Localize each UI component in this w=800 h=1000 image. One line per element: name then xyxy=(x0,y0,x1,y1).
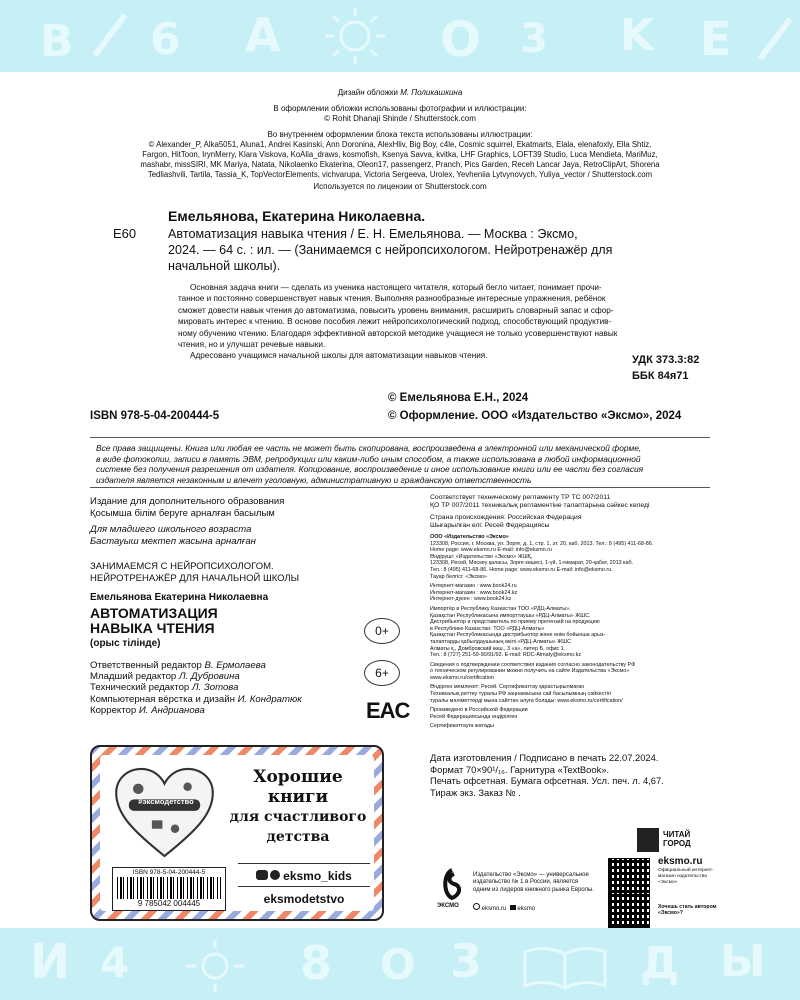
divider xyxy=(90,487,710,488)
illustrators-list: © Alexander_P, Alka5051, Aluna1, Andrei Kasinski, Ann Doronina, AlexHliv, Big Boy, c4le, Cosmic squirrel, Ekatmarts, Elala, elenafoxly, Ella Shtiz, Fargon, HitToon, IrynMerry, Klara Viskova, KoAlia_draws, kosmofish, Ksenya Savva, kvitka, LHF Graphics, LOFT39 Studio, Luca Mendieta, MariMuz, mashabr, missSIRI, MK Mariya, Natata, Nikolaenko Ekaterina, Oleon17, passengerz, Pranch, Pics Garden, Receh Lancar Jaya, RetroClipArt, Shorena Tedliashvili, Tartila, Tassia_K, TopVectorElements, vichvarupa, Victoria Sergeeva, Urolex, Yevheniia Lytvynovych, Yuliya_vector / Shutterstock.com xyxy=(140,140,660,179)
eksmo-description: Издательство «Эксмо» — универсальное издательство № 1 в России, является одним из лидеров книжного рынка Европы. xyxy=(473,872,594,893)
bbk: ББК 84я71 xyxy=(632,370,689,382)
classification-code: Е60 xyxy=(113,226,137,241)
decor-letter: 8 xyxy=(300,936,333,990)
chitai-gorod-label: ЧИТАЙ ГОРОД xyxy=(663,830,691,848)
promo-divider xyxy=(238,886,370,887)
eksmo-logo-text: ЭКСМО xyxy=(437,903,459,909)
pencil-icon xyxy=(90,10,130,60)
staff-row: Компьютерная вёрстка и дизайн И. Кондратюк xyxy=(90,693,302,705)
editorial-staff xyxy=(90,660,370,716)
copyright-design: © Оформление. ООО «Издательство «Эксмо», 2024 xyxy=(388,410,682,422)
eksmo-site-link[interactable]: eksmo.ru xyxy=(481,906,507,912)
decor-letter: E xyxy=(700,12,732,66)
copyright-author: © Емельянова Е.Н., 2024 xyxy=(388,392,529,404)
print-info: Дата изготовления / Подписано в печать 22.07.2024. Формат 70×90¹/₁₆. Гарнитура «TextBook». Печать офсетная. Бумага офсетная. Усл. печ. л. 4,67. Тираж экз. Заказ № . xyxy=(430,752,664,798)
age-rating-6-badge: 6+ xyxy=(364,660,400,686)
promo-title: Хорошие книги для счастливого детства xyxy=(229,767,367,845)
edition-info: Издание для дополнительного образования Қосымша білім беруге арналған басылым Для младшего школьного возраста Бастауыш мектеп жасына арналған ЗАНИМАЕМСЯ С НЕЙРОПСИХОЛОГОМ. НЕЙРОТРЕНАЖЁР ДЛЯ НАЧАЛЬНОЙ ШКОЛЫ xyxy=(90,496,300,584)
regulation-info: Соответствует техническому регламенту ТР ТС 007/2011 ҚО ТР 007/2011 техникалық регламентіне талаптарына сәйкес келеді Страна происхождения: Российская Федерация Шығарылған елі: Ресей Федерациясы xyxy=(430,494,650,530)
age-rating-0-badge: 0+ xyxy=(364,618,400,644)
vk-icon xyxy=(256,870,268,880)
telegram-icon xyxy=(270,870,280,880)
qr-code-author[interactable] xyxy=(608,892,650,928)
decor-letter: И xyxy=(30,934,71,990)
bibliographic-description: Автоматизация навыка чтения / Е. Н. Емельянова. — Москва : Эксмо, 2024. — 64 с. : ил. — (Занимаемся с нейропсихологом. Нейротренажёр для начальной школы). xyxy=(168,227,613,273)
barcode-digits: 9 785042 004445 xyxy=(137,899,201,908)
sun-icon xyxy=(320,6,390,66)
abstract: Основная задача книги — сделать из ученика настоящего читателя, который бегло читает, понимает прочи- танное и постоянно совершенствует навык чтения. Выполняя разнообразные интересные упражнения, ребёнок сможет довести навык чтения до автоматизма, повысить уровень внимания, расширить словарный запас и сфор- мировать интерес к чтению. В основе пособия лежит нейропсихологический подход, способствующий продуктив- ному обучению чтению. Благодаря эффективной авторской методике учащиеся не только усовершенствуют навык чтения, но и улучшат речевые навыки. Адресовано учащимся начальной школы для автоматизации навыков чтения. xyxy=(178,283,618,361)
udk: УДК 373.3:82 xyxy=(632,354,700,366)
top-decorative-band xyxy=(0,0,800,72)
bottom-decorative-band xyxy=(0,928,800,1000)
decor-letter: B xyxy=(40,16,74,67)
promo-inner xyxy=(100,755,374,911)
divider xyxy=(90,437,710,438)
eksmo-ru-caption: Официальный интернет-магазин издательства «Эксмо» xyxy=(658,868,714,885)
cover-photos-label: В оформлении обложки использованы фотографии и иллюстрации: xyxy=(273,104,527,113)
pencil-icon xyxy=(755,14,795,64)
staff-row: Младший редактор Л. Дубровина xyxy=(90,671,240,683)
decor-letter: Д xyxy=(640,938,680,989)
staff-row: Технический редактор Л. Зотова xyxy=(90,682,239,694)
vk-icon xyxy=(510,905,516,910)
decor-letter: K xyxy=(620,10,655,61)
barcode-isbn: ISBN 978-5-04-200444-5 xyxy=(132,869,206,876)
cover-design-credit: Дизайн обложки М. Поликашкина xyxy=(337,88,463,97)
decor-letter: O xyxy=(440,12,481,68)
decor-letter: 4 xyxy=(100,938,130,987)
open-book-icon xyxy=(520,942,610,992)
heart-label: #эксмодетство xyxy=(138,797,194,806)
site-handle: eksmodetstvo xyxy=(263,892,345,906)
decor-letter: 3 xyxy=(450,934,483,988)
language-note: (орыс тілінде) xyxy=(90,638,161,649)
promo-card xyxy=(90,745,384,921)
license-note: Используется по лицензии от Shutterstock.com xyxy=(313,182,487,191)
cover-photos-credit: © Rohit Dhanaji Shinde / Shutterstock.com xyxy=(324,114,476,123)
decor-letter: O xyxy=(380,940,416,989)
social-handle: eksmo_kids xyxy=(238,869,370,883)
barcode-bars xyxy=(117,877,221,899)
rights-notice: Все права защищены. Книга или любая ее часть не может быть скопирована, воспроизведена в электронной или механической форме, в виде фотокопии, записи в память ЭВМ, репродукции или каким-либо иным способом, а также использована в любой информационной системе без получения разрешения от издателя. Копирование, воспроизведение и иное использование книги или ее части без согласия издателя является незаконным и влечет уголовную, административную и гражданскую ответственность xyxy=(96,443,644,485)
decor-letter: A xyxy=(245,8,281,62)
decor-letter: Ы xyxy=(720,936,766,987)
sun-icon xyxy=(180,938,250,993)
staff-row: Корректор И. Андрианова xyxy=(90,704,205,716)
eac-mark: EAC xyxy=(366,698,410,723)
isbn: ISBN 978-5-04-200444-5 xyxy=(90,410,220,422)
publisher-info: ООО «Издательство «Эксмо» 123308, Россия, г. Москва, ул. Зорге, д. 1, стр. 1, эт. 20, каб. 2013. Тел.: 8 (495) 411-68-86. Home page: www.eksmo.ru E-mail: info@eksmo.ru Өндіруші: «Издательство «Эксмо» ЖШҚ, 123308, Ресей, Мәскеу қаласы, Зорге көшесі, 1-үй, 1-ғимарат, 20-қабат, 2013 каб. Тел.: 8 (495) 411-68-86. Home page: www.eksmo.ru E-mail: info@eksmo.ru. Тауар белгісі: «Эксмо» Интернет-магазин : www.book24.ru Интернет-магазин : www.book24.kz Интернет-дүкен : www.book24.kz Импортёр в Республику Казахстан ТОО «РДЦ-Алматы». Қазақстан Республикасына импорттаушы «РДЦ-Алматы» ЖШС. Дистрибьютор и представитель по приему претензий на продукцию в Республике Казахстан: ТОО «РДЦ-Алматы» Қазақстан Республикасында дистрибьютор және өнім бойынша арыз- талаптарды қабылдаушының өкілі «РДЦ-Алматы» ЖШС Алматы қ., Домбровский көш., 3 «а», литер Б, офис 1. Тел.: 8 (727) 251-59-90/91/92. E-mail: RDC-Almaty@eksmo.kz Сведения о подтверждении соответствия издания согласно законодательству РФ о техническом регулировании можно получить на сайте Издательства «Эксмо» www.eksmo.ru/certification Өндірген мемлекет: Ресей. Сертификаттау қарастырылмаған Техникалық реттеу туралы РФ заңнамасына сай басылымның сәйкестігі туралы мәліметтерді мына сайттан алуға болады: www.eksmo.ru/certification/ Произведено в Российской Федерации Ресей Федерациясында өндірілген Сертификаттауға жатады xyxy=(430,534,654,730)
staff-row: Ответственный редактор В. Ермолаева xyxy=(90,660,266,671)
decor-letter: 3 xyxy=(520,16,548,62)
book-author: Емельянова Екатерина Николаевна xyxy=(90,592,269,603)
heart-icon xyxy=(112,763,217,863)
decor-letter: 6 xyxy=(150,14,181,65)
inner-illustrations-label: Во внутреннем оформлении блока текста использованы иллюстрации: xyxy=(267,130,533,139)
barcode xyxy=(112,867,226,911)
eksmo-ru-label: eksmo.ru xyxy=(658,856,703,867)
eksmo-logo-icon xyxy=(438,868,466,900)
eksmo-links xyxy=(473,903,535,912)
book-title: АВТОМАТИЗАЦИЯ НАВЫКА ЧТЕНИЯ xyxy=(90,605,218,636)
promo-divider xyxy=(238,863,370,864)
web-icon xyxy=(473,903,480,910)
author-heading: Емельянова, Екатерина Николаевна. xyxy=(168,208,426,224)
eksmo-social-link[interactable]: eksmo xyxy=(517,906,536,912)
chitai-gorod-logo-icon xyxy=(637,828,659,852)
author-cta: Хочешь стать автором «Эксмо»? xyxy=(658,904,717,917)
